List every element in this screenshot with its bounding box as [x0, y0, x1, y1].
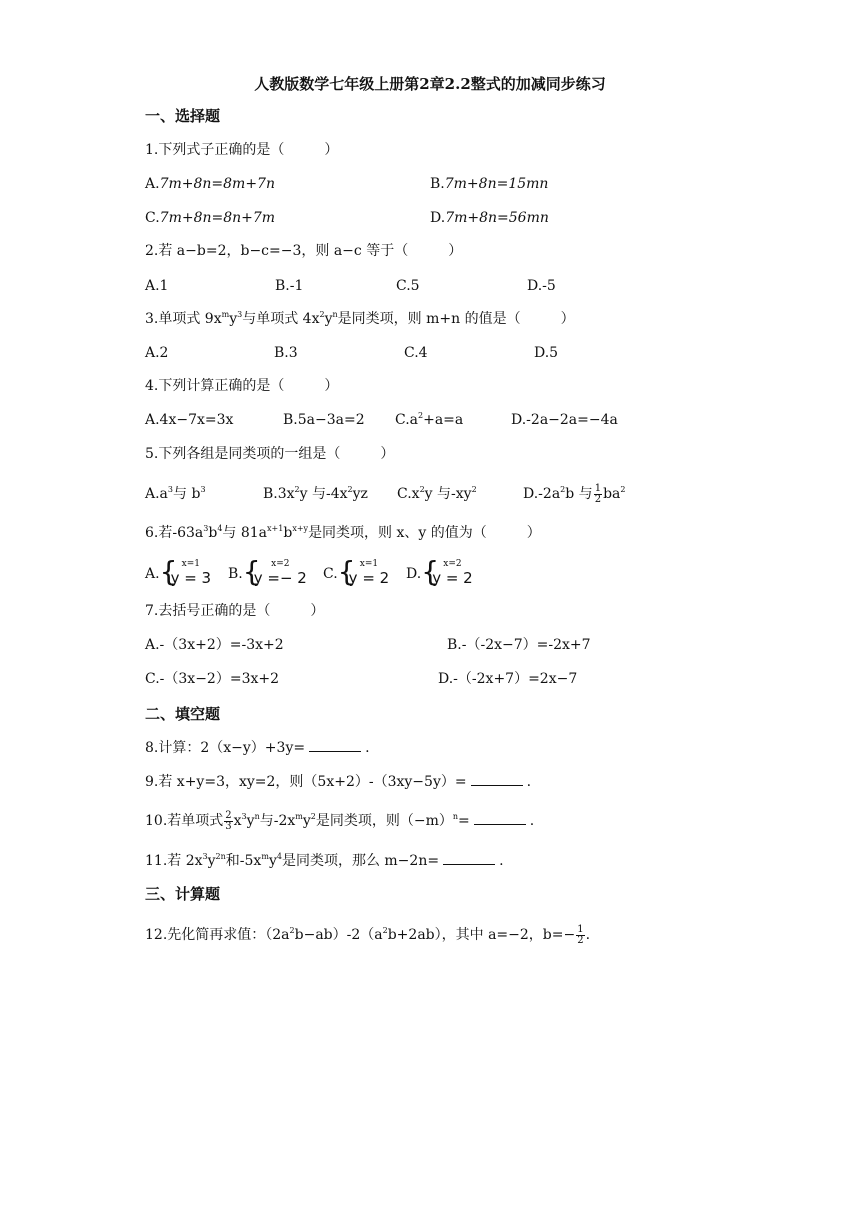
q5-option-c: $C.x^2y$ 与$-xy^2$ [397, 485, 477, 502]
q4-option-d: D.-2a−2a=−4a [511, 412, 618, 428]
question-8: 8.计算：2（x−y）+3y= . [145, 737, 370, 759]
q2-option-d: D.-5 [527, 278, 556, 294]
q6-option-b: B. { x=2 y =− 2 [228, 555, 307, 588]
q7-option-a: A.-（3x+2）=-3x+2 [145, 637, 284, 653]
q6-system-b: { x=2 y =− 2 [242, 555, 307, 588]
q3-option-b: B.3 [274, 345, 298, 361]
section-fill: 二、填空题 [145, 705, 221, 723]
q6-system-a: { x=1 y = 3 [159, 555, 212, 588]
q6-option-a: A. { x=1 y = 3 [145, 555, 212, 588]
q4-option-a: A.4x−7x=3x [145, 412, 234, 428]
q6-system-d: { x=2 y = 2 [421, 555, 473, 588]
question-12: 12.先化简再求值：$(2a^2b-ab)-2(a^2b+2ab)$，其中 a=−2，b=− $\frac{1}{2}$ . [145, 923, 591, 946]
answer-blank[interactable] [474, 810, 526, 825]
section-calc: 三、计算题 [145, 885, 221, 903]
q5-option-a: $A.a^3$与 $b^3$ [145, 485, 206, 502]
q1-option-b: B.7m+8n=15mn [430, 176, 549, 192]
q1-option-d: D.7m+8n=56mn [430, 210, 549, 226]
q5-option-d: $D.-2a^2b$ 与 $\frac{1}{2}$ $ba^2$ [523, 482, 626, 505]
q7-option-c: C.-（3x−2）=3x+2 [145, 671, 280, 687]
question-10: 10.若单项式 $\frac{2}{3}$ $x^3y^n$与$-2x^my^2$是同类项，则$(-m)^n=$ . [145, 809, 535, 832]
q4-option-b: B.5a−3a=2 [283, 412, 365, 428]
q3-option-c: C.4 [404, 345, 428, 361]
q3-option-d: D.5 [534, 345, 559, 361]
q7-option-d: D.-（-2x+7）=2x−7 [438, 671, 578, 687]
q1-option-a: A.7m+8n=8m+7n [145, 176, 275, 192]
q12-fraction: $\frac{1}{2}$ [577, 923, 584, 946]
q6-option-c: C. { x=1 y = 2 [323, 555, 390, 588]
q7-option-b: B.-（-2x−7）=-2x+7 [447, 637, 591, 653]
q6-option-d: D. { x=2 y = 2 [406, 555, 473, 588]
q5-option-b: $B.3x^2y$ 与$-4x^2yz$ [263, 485, 368, 502]
q1-option-c: C.7m+8n=8n+7m [145, 210, 276, 226]
question-2: 2.若 a−b=2，b−c=−3，则 a−c 等于（ ） [145, 243, 463, 259]
answer-blank[interactable] [443, 850, 495, 865]
answer-blank[interactable] [471, 771, 523, 786]
question-6: 6.若$-63a^3b^4$与 $81a^{x+1}b^{x+y}$是同类项，则 x、y 的值为（ ） [145, 524, 541, 541]
question-7: 7.去括号正确的是（ ） [145, 603, 325, 619]
q2-option-a: A.1 [145, 278, 169, 294]
page-title: 人教版数学七年级上册第2章2.2整式的加减同步练习 [254, 75, 606, 93]
q3-option-a: A.2 [145, 345, 169, 361]
question-11: 11.若 $2x^3y^{2n}$和$-5x^my^4$是同类项，那么 m−2n= . [145, 852, 504, 869]
question-1: 1.下列式子正确的是（ ） [145, 142, 339, 158]
q6-system-c: { x=1 y = 2 [337, 555, 390, 588]
q2-option-b: B.-1 [275, 278, 304, 294]
question-4: 4.下列计算正确的是（ ） [145, 378, 339, 394]
question-3: 3.单项式 $9x^my^3$与单项式 $4x^2y^n$是同类项，则 m+n 的值是（ ） [145, 310, 575, 327]
section-choice: 一、选择题 [145, 107, 221, 125]
q10-fraction: $\frac{2}{3}$ [225, 809, 232, 832]
q5-fraction: $\frac{1}{2}$ [594, 482, 602, 505]
question-5: 5.下列各组是同类项的一组是（ ） [145, 446, 395, 462]
question-9: 9.若 x+y=3，xy=2，则（5x+2）-（3xy−5y）= . [145, 771, 531, 793]
q2-option-c: C.5 [396, 278, 420, 294]
answer-blank[interactable] [309, 737, 361, 752]
q4-option-c: $C.a^2+a=a$ [395, 411, 464, 428]
